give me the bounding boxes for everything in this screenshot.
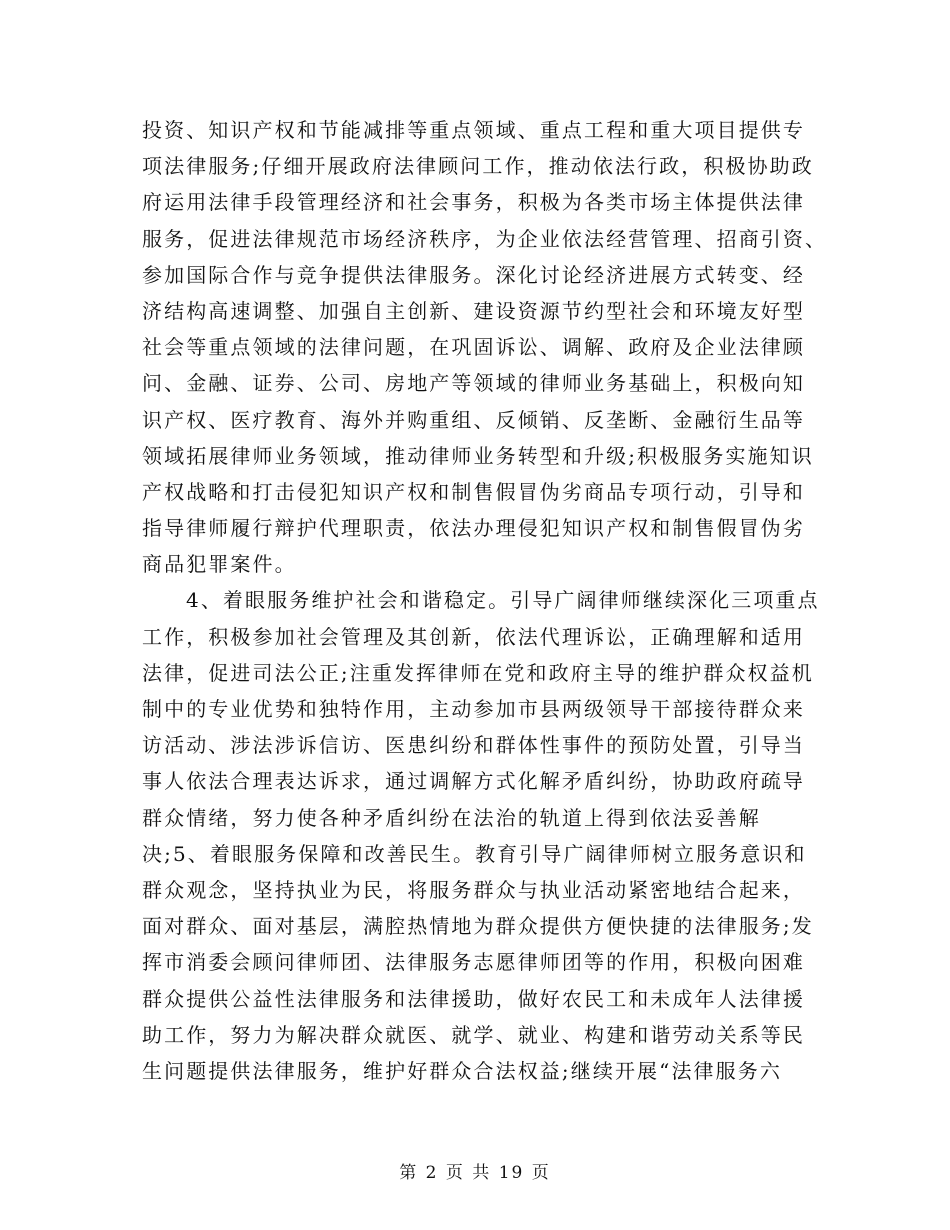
text-line: 济结构高速调整、加强自主创新、建设资源节约型社会和环境友好型 [142,298,805,323]
paragraph-start-line: 4、着眼服务维护社会和谐稳定。引导广阔律师继续深化三项重点 [186,588,820,613]
text-line: 参加国际合作与竞争提供法律服务。深化讨论经济进展方式转变、经 [142,262,805,287]
text-line: 群众提供公益性法律服务和法律援助，做好农民工和未成年人法律援 [142,986,805,1011]
text-line: 面对群众、面对基层，满腔热情地为群众提供方便快捷的法律服务;发 [142,914,814,939]
body-text [142,112,828,1089]
page-number-footer: 第 2 页 共 19 页 [399,1163,551,1183]
text-line: 府运用法律手段管理经济和社会事务，积极为各类市场主体提供法律 [142,190,805,215]
text-line: 助工作，努力为解决群众就医、就学、就业、构建和谐劳动关系等民 [142,1022,805,1047]
text-line: 社会等重点领域的法律问题，在巩固诉讼、调解、政府及企业法律顾 [142,335,805,360]
text-line: 群众观念，坚持执业为民，将服务群众与执业活动紧密地结合起来， [142,877,805,902]
text-line: 投资、知识产权和节能减排等重点领域、重点工程和重大项目提供专 [142,118,805,142]
text-line: 问、金融、证券、公司、房地产等领域的律师业务基础上，积极向知 [142,371,805,396]
text-line: 挥市消委会顾问律师团、法律服务志愿律师团等的作用，积极向困难 [142,950,805,975]
text-line: 产权战略和打击侵犯知识产权和制售假冒伪劣商品专项行动，引导和 [142,479,805,504]
text-line: 法律，促进司法公正;注重发挥律师在党和政府主导的维护群众权益机 [142,660,814,685]
text-line: 指导律师履行辩护代理职责，依法办理侵犯知识产权和制售假冒伪劣 [142,516,805,541]
text-line: 访活动、涉法涉诉信访、医患纠纷和群体性事件的预防处置，引导当 [142,733,805,758]
text-line: 制中的专业优势和独特作用，主动参加市县两级领导干部接待群众来 [142,697,805,721]
text-line: 生问题提供法律服务，维护好群众合法权益;继续开展“法律服务六 [142,1058,782,1083]
text-line: 商品犯罪案件。 [142,552,297,577]
text-line: 识产权、医疗教育、海外并购重组、反倾销、反垄断、金融衍生品等 [142,407,805,432]
text-line: 群众情绪，努力使各种矛盾纠纷在法治的轨道上得到依法妥善解 [142,805,761,830]
text-line: 事人依法合理表达诉求，通过调解方式化解矛盾纠纷，协助政府疏导 [142,769,805,794]
text-line: 工作，积极参加社会管理及其创新，依法代理诉讼，正确理解和适用 [142,624,805,649]
text-line: 服务，促进法律规范市场经济秩序，为企业依法经营管理、招商引资、 [142,226,828,251]
text-line: 领域拓展律师业务领域，推动律师业务转型和升级;积极服务实施知识 [142,443,814,468]
text-line: 项法律服务;仔细开展政府法律顾问工作，推动依法行政，积极协助政 [142,154,814,179]
text-line: 决;5、着眼服务保障和改善民生。教育引导广阔律师树立服务意识和 [142,841,807,866]
